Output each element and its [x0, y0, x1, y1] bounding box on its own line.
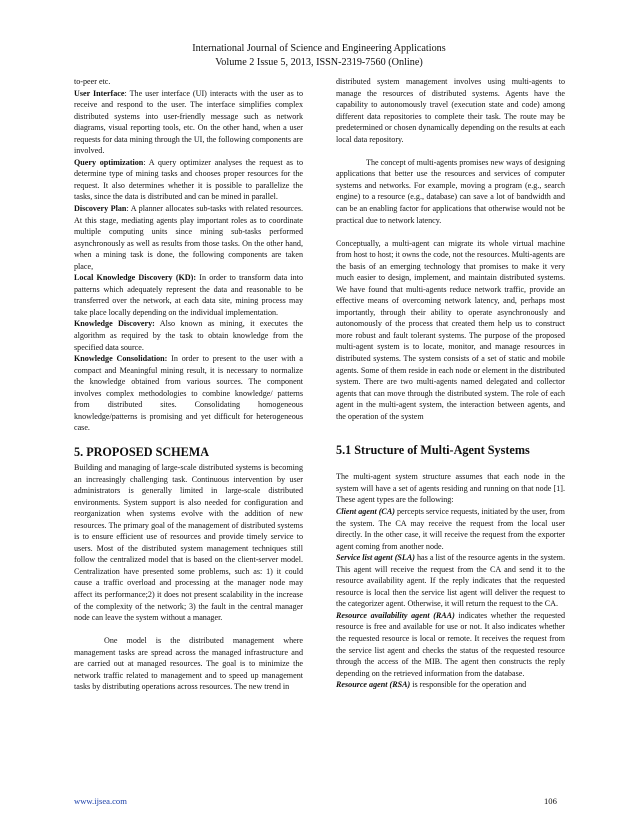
journal-website-link[interactable]: www.ijsea.com: [74, 796, 127, 806]
term-label: Service list agent (SLA): [336, 553, 415, 563]
paragraph-discovery-plan: Discovery Plan: A planner allocates sub-tasks with related resources. At this stage, mediating agents play important roles as to coordinate multiple computing units since mining sub-tasks performed asynchronously as well as results from those tasks. On the other hand, when a mining task is done, the following components are taken place,: [74, 204, 303, 271]
term-label: Resource availability agent (RAA): [336, 610, 455, 620]
paragraph-query-optimization: Query optimization: A query optimizer analyses the request as to determine type of mining tasks and chooses proper resources for the request. It also determines whether it is possible to parallelize the tasks, since the data is distributed and can be mined in parallel.: [74, 157, 303, 202]
paragraph-client-agent: Client agent (CA) percepts service requests, initiated by the user, from the system. The CA may receive the request from the local user directly. In the other case, it will receive the request from the exporter agent coming from another node.: [336, 506, 565, 551]
subsection-heading: 5.1 Structure of Multi-Agent Systems: [336, 443, 530, 458]
paragraph: Conceptually, a multi-agent can migrate its whole virtual machine from host to host; it owns the code, not the resources. Multi-agents are the basis of an emerging technology that promises to make it very much easier to design, implement, and maintain distributed systems. We have found that multi-agents reduce network traffic, provide an effective means of overcoming network latency, and, perhaps most importantly, through their ability to operate asynchronously and autonomously of the process that created them help us to construct more robust and fault tolerant systems. The purpose of the proposed multi-agent system is to locate, monitor, and manage resources in distributed systems. The system consists of a set of static and mobile agents. Some of them reside in each node or element in the distributed system. There are two multi-agents named delegated and collector agents that can move through the distributed system. The role of each agent in the multi-agent system, the interaction between agents, and the operation of the system: [336, 238, 565, 421]
paragraph-user-interface: User Interface: The user interface (UI) interacts with the user as to receive and respond to the user. The interface simplifies complex distributed systems into user-friendly message such as network diagrams, visual reporting tools, etc. On the other hand, when a user requests for data mining through the UI, the following components are involved.: [74, 88, 303, 156]
section-heading: 5. PROPOSED SCHEMA: [74, 444, 210, 459]
term-label: Resource agent (RSA): [336, 680, 411, 690]
paragraph: distributed system management involves using multi-agents to manage the resources of distributed systems. Agents have the capability to autonomously travel (execution state and code) among different data repositories to complete their task. The route may be predetermined or chosen dynamically depending on the results at each local data repository.: [336, 77, 565, 144]
term-label: Knowledge Discovery:: [74, 319, 155, 329]
left-column: [74, 76, 303, 693]
journal-volume: Volume 2 Issue 5, 2013, ISSN-2319-7560 (Online): [215, 57, 423, 68]
paragraph: The concept of multi-agents promises new ways of designing applications that better use the resources and services of computer systems and networks. For example, moving a program (e.g., search engine) to a resource (e.g., database) can save a lot of bandwidth and can be an enabling factor for applications that otherwise would not be practical due to network latency.: [336, 157, 565, 225]
right-column: [336, 76, 565, 691]
paragraph-knowledge-discovery: Knowledge Discovery: Also known as mining, it executes the algorithm as required by the task to obtain knowledge from the specified data source.: [74, 319, 303, 352]
paragraph: to-peer etc.: [74, 77, 111, 86]
paragraph-service-list-agent: Service list agent (SLA) has a list of the resource agents in the system. This agent will receive the request from the CA and send it to the resource availability agent. If the reply indicates that the requested resource is local then the service list agent will deliver the request to the categorizer agent. Otherwise, it will return the request to the CA.: [336, 553, 566, 609]
term-label: Client agent (CA): [336, 506, 395, 516]
page-number: 106: [544, 796, 557, 806]
paragraph: The multi-agent system structure assumes that each node in the system will have a set of agents residing and running on that node [1]. These agent types are the following:: [336, 472, 565, 505]
term-label: Knowledge Consolidation:: [74, 354, 168, 364]
paragraph: One model is the distributed management where management tasks are spread across the managed infrastructure and are carried out at managed resources. The goal is to minimize the network traffic related to management and to speed up management tasks by distributing operations across resources. The new trend in: [74, 636, 303, 692]
term-label: User Interface: [74, 88, 125, 98]
term-label: Query optimization: [74, 157, 144, 167]
paragraph-resource-agent: Resource agent (RSA) is responsible for the operation and: [336, 680, 527, 690]
paragraph-knowledge-consolidation: Knowledge Consolidation: In order to present to the user with a compact and Meaningful mining result, it is necessary to normalize the knowledge obtained from various sources. The component involves complex methodologies to combine knowledge/ patterns from distributed sites. Consolidating homogeneous knowledge/patterns is promising and yet difficult for heterogeneous case.: [74, 354, 303, 433]
paragraph: Building and managing of large-scale distributed systems is becoming an increasingly challenging task. Continuous intervention by user administrators is generally limited in large-scale distributed environments. System support is also needed for configuration and reorganization when systems evolve with the addition of new resources. The primary goal of the management of distributed systems is to ensure efficient use of resources and provide timely service to users. Most of the distributed system management techniques still follow the centralized model that is based on the client-server model. Centralization have presented some problems, such as: 1) it could cause a traffic overload and processing at the manager node may affect its performance;2) it does not present scalability in the increase of the complexity of the network; 3) the fault in the central manager node can leave the system without a manager.: [74, 462, 303, 623]
term-label: Local Knowledge Discovery (KD):: [74, 273, 197, 283]
journal-header: [0, 42, 638, 70]
journal-title: International Journal of Science and Engineering Applications: [192, 43, 446, 54]
paragraph-resource-availability-agent: Resource availability agent (RAA) indicates whether the requested resource is free and available for use or not. It also indicates whether the requested resource is local or remote. It receives the request from the service list agent and checks the status of the requested resource through the access of the MIB. The agent then constructs the reply depending on the retrieved information from the database.: [336, 610, 566, 678]
term-label: Discovery Plan: [74, 204, 127, 214]
paragraph-local-kd: Local Knowledge Discovery (KD): In order to transform data into patterns which adequately represent the data and reasonable to be transferred over the network, at each data site, mining process may take place locally depending on the individual implementation.: [74, 273, 303, 317]
